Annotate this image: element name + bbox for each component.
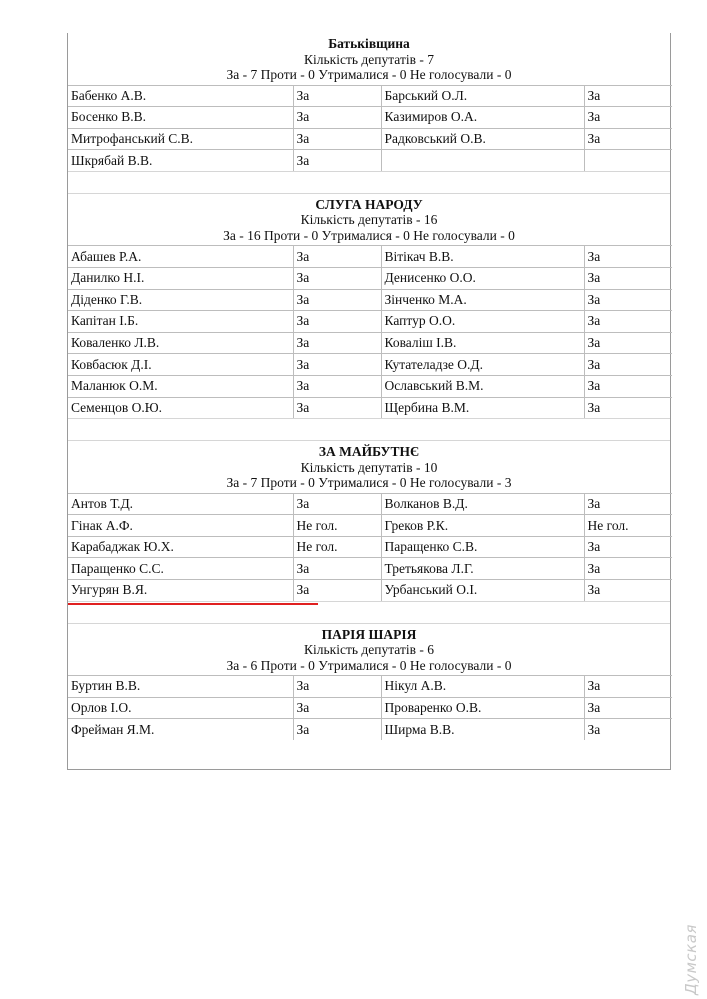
table-row <box>68 246 672 268</box>
deputy-name: Ковбасюк Д.І. <box>68 354 293 376</box>
deputy-vote: За <box>293 332 381 354</box>
deputy-name: Волканов В.Д. <box>381 493 584 515</box>
deputy-name: Урбанський О.І. <box>381 580 584 601</box>
deputy-name: Данилко Н.І. <box>68 267 293 289</box>
table-row <box>68 493 672 515</box>
faction-votes-table <box>68 675 672 740</box>
section-spacer <box>68 418 670 440</box>
table-row <box>68 580 672 601</box>
table-row <box>68 311 672 333</box>
faction-block <box>68 624 670 740</box>
highlight-underline <box>68 603 318 605</box>
deputy-name: Карабаджак Ю.Х. <box>68 536 293 558</box>
table-row <box>68 267 672 289</box>
deputy-name: Коваленко Л.В. <box>68 332 293 354</box>
table-row <box>68 289 672 311</box>
deputy-vote: За <box>293 246 381 268</box>
deputy-vote: За <box>293 397 381 418</box>
deputy-name: Унгурян В.Я. <box>68 580 293 601</box>
deputy-name: Митрофанський С.В. <box>68 128 293 150</box>
watermark-text: Думская <box>682 924 700 995</box>
deputy-name: Фрейман Я.М. <box>68 719 293 740</box>
deputy-vote: За <box>584 375 672 397</box>
deputy-vote: За <box>293 493 381 515</box>
deputy-name: Денисенко О.О. <box>381 267 584 289</box>
faction-votes-table <box>68 85 672 171</box>
deputy-name: Третьякова Л.Г. <box>381 558 584 580</box>
deputy-name: Щербина В.М. <box>381 397 584 418</box>
deputy-vote: За <box>293 719 381 740</box>
watermark-logo <box>680 905 704 995</box>
deputy-name: Паращенко С.С. <box>68 558 293 580</box>
table-row <box>68 536 672 558</box>
deputy-name: Проваренко О.В. <box>381 697 584 719</box>
deputy-vote: Не гол. <box>293 536 381 558</box>
deputy-name: Кутателадзе О.Д. <box>381 354 584 376</box>
faction-summary: За - 16 Проти - 0 Утрималися - 0 Не голосували - 0 <box>223 227 515 243</box>
deputy-vote: За <box>584 697 672 719</box>
deputy-vote: За <box>584 289 672 311</box>
faction-block <box>68 441 670 623</box>
deputy-name: Греков Р.К. <box>381 515 584 537</box>
deputy-vote <box>584 150 672 171</box>
deputy-vote: За <box>293 128 381 150</box>
faction-header <box>68 194 670 246</box>
faction-summary: За - 6 Проти - 0 Утрималися - 0 Не голосували - 0 <box>226 657 512 673</box>
table-row <box>68 676 672 698</box>
deputy-name: Буртин В.В. <box>68 676 293 698</box>
faction-name: Батьківщина <box>328 36 410 51</box>
faction-name: ЗА МАЙБУТНЄ <box>318 444 420 460</box>
table-row <box>68 719 672 740</box>
faction-header <box>68 441 670 493</box>
deputy-vote: За <box>584 580 672 601</box>
deputy-vote: За <box>293 354 381 376</box>
deputy-vote: За <box>584 128 672 150</box>
table-row <box>68 697 672 719</box>
table-row <box>68 558 672 580</box>
deputy-name: Бабенко А.В. <box>68 85 293 107</box>
deputy-vote: За <box>293 150 381 171</box>
table-row <box>68 107 672 129</box>
faction-header <box>68 624 670 676</box>
faction-block <box>68 194 670 441</box>
deputy-vote: За <box>293 697 381 719</box>
deputy-name: Ширма В.В. <box>381 719 584 740</box>
faction-block <box>68 33 670 194</box>
table-row <box>68 354 672 376</box>
deputy-vote: За <box>293 375 381 397</box>
deputy-vote: За <box>293 107 381 129</box>
deputy-name: Абашев Р.А. <box>68 246 293 268</box>
deputy-vote: За <box>293 311 381 333</box>
faction-votes-table <box>68 245 672 418</box>
deputy-vote: За <box>584 536 672 558</box>
deputy-name: Казимиров О.А. <box>381 107 584 129</box>
deputy-name: Діденко Г.В. <box>68 289 293 311</box>
deputy-vote: Не гол. <box>293 515 381 537</box>
table-row <box>68 150 672 171</box>
faction-votes-table <box>68 493 672 601</box>
deputy-name: Нікул А.В. <box>381 676 584 698</box>
deputy-name: Шкрябай В.В. <box>68 150 293 171</box>
deputy-vote: За <box>584 332 672 354</box>
deputy-name: Каптур О.О. <box>381 311 584 333</box>
deputy-vote: За <box>584 107 672 129</box>
deputy-vote: За <box>584 267 672 289</box>
deputy-name: Вітікач В.В. <box>381 246 584 268</box>
deputy-name: Ославський В.М. <box>381 375 584 397</box>
deputy-name: Орлов І.О. <box>68 697 293 719</box>
deputy-name: Босенко В.В. <box>68 107 293 129</box>
deputy-name: Радковський О.В. <box>381 128 584 150</box>
deputy-vote: За <box>584 558 672 580</box>
faction-count: Кількість депутатів - 10 <box>300 459 438 475</box>
deputy-name: Антов Т.Д. <box>68 493 293 515</box>
deputy-name: Коваліш І.В. <box>381 332 584 354</box>
deputy-vote: За <box>293 267 381 289</box>
faction-count: Кількість депутатів - 16 <box>300 212 438 228</box>
deputy-name: Барський О.Л. <box>381 85 584 107</box>
deputy-vote: Не гол. <box>584 515 672 537</box>
faction-name: СЛУГА НАРОДУ <box>315 196 423 212</box>
deputy-vote: За <box>584 246 672 268</box>
deputy-vote: За <box>293 580 381 601</box>
table-row <box>68 128 672 150</box>
deputy-name <box>381 150 584 171</box>
deputy-vote: За <box>584 397 672 418</box>
deputy-vote: За <box>293 676 381 698</box>
faction-count: Кількість депутатів - 7 <box>304 51 434 67</box>
vote-results-document <box>67 33 671 770</box>
deputy-name: Маланюк О.М. <box>68 375 293 397</box>
deputy-vote: За <box>584 354 672 376</box>
deputy-vote: За <box>293 289 381 311</box>
deputy-vote: За <box>584 676 672 698</box>
deputy-name: Семенцов О.Ю. <box>68 397 293 418</box>
faction-count: Кількість депутатів - 6 <box>304 642 434 658</box>
deputy-vote: За <box>584 493 672 515</box>
deputy-vote: За <box>293 558 381 580</box>
deputy-name: Зінченко М.А. <box>381 289 584 311</box>
deputy-name: Паращенко С.В. <box>381 536 584 558</box>
section-spacer <box>68 171 670 193</box>
deputy-vote: За <box>584 719 672 740</box>
deputy-name: Капітан І.Б. <box>68 311 293 333</box>
deputy-vote: За <box>293 85 381 107</box>
table-row <box>68 375 672 397</box>
deputy-vote: За <box>584 85 672 107</box>
table-row <box>68 85 672 107</box>
faction-header <box>68 33 670 85</box>
table-row <box>68 397 672 418</box>
faction-name: ПАРІЯ ШАРІЯ <box>321 626 417 642</box>
faction-summary: За - 7 Проти - 0 Утрималися - 0 Не голосували - 0 <box>226 67 512 82</box>
table-row <box>68 515 672 537</box>
deputy-name: Гінак А.Ф. <box>68 515 293 537</box>
faction-summary: За - 7 Проти - 0 Утрималися - 0 Не голосували - 3 <box>226 475 512 491</box>
table-row <box>68 332 672 354</box>
deputy-vote: За <box>584 311 672 333</box>
